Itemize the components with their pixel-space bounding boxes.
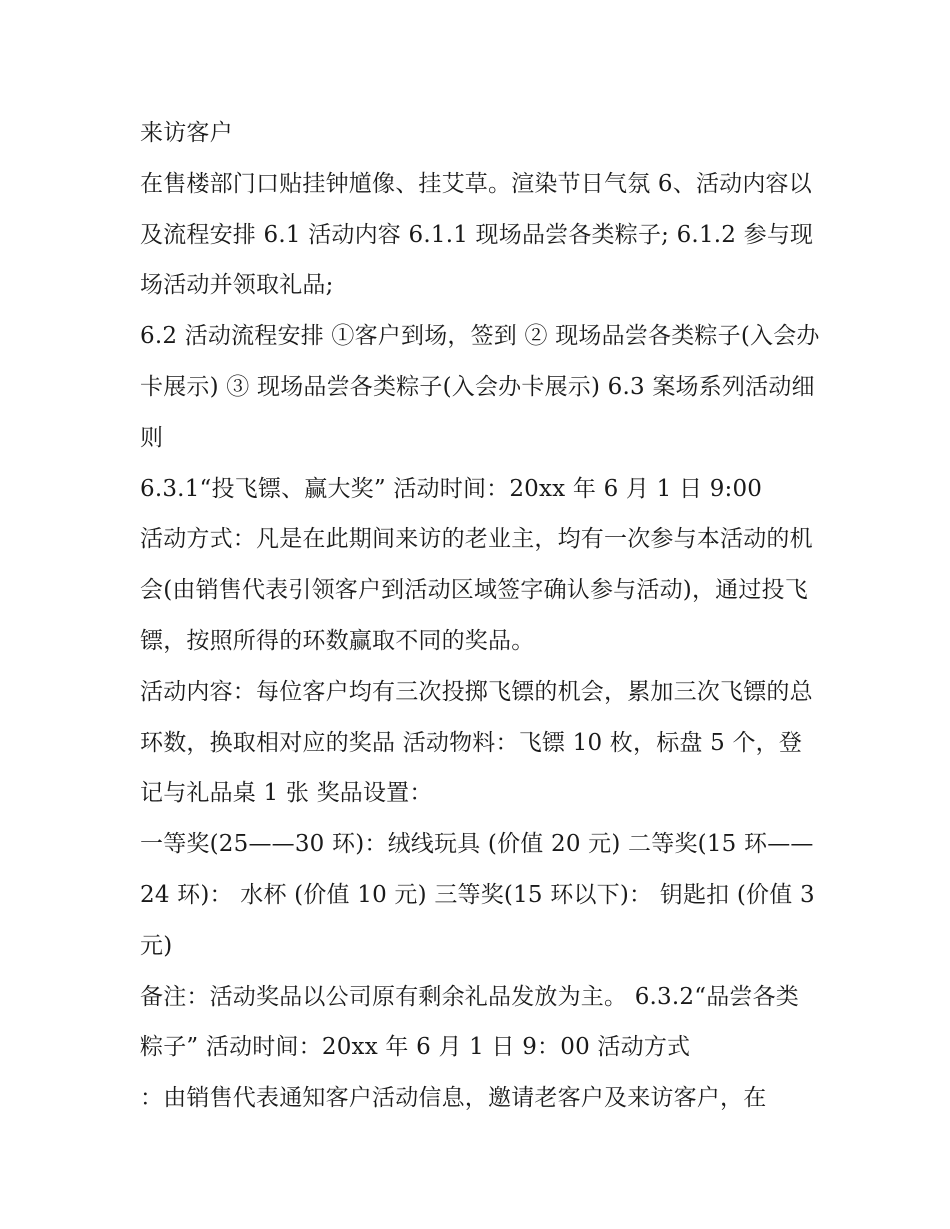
paragraph-dart-event-content: 活动内容：每位客户均有三次投掷飞镖的机会，累加三次飞镖的总环数，换取相对应的奖品 活动物料：飞镖 10 枚，标盘 5 个，登记与礼品桌 1 张 奖品设置： [140,678,813,807]
paragraph-remarks-and-zongzi-event: 备注：活动奖品以公司原有剩余礼品发放为主。 6.3.2“品尝各类粽子” 活动时间：20xx 年 6 月 1 日 9：00 活动方式 [140,983,799,1061]
document-body [140,108,823,1124]
paragraph-dart-event-method: 活动方式：凡是在此期间来访的老业主，均有一次参与本活动的机会(由销售代表引领客户到活动区域签字确认参与活动)，通过投飞镖，按照所得的环数赢取不同的奖品。 [140,526,813,654]
paragraph-activity-process: 6.2 活动流程安排 ①客户到场，签到 ② 现场品尝各类粽子(入会办卡展示) ③ 现场品尝各类粽子(入会办卡展示) 6.3 案场系列活动细则 [140,323,820,451]
paragraph-zongzi-event-method: ：由销售代表通知客户活动信息，邀请老客户及来访客户，在 [140,1085,767,1112]
paragraph-prize-settings: 一等奖(25——30 环)：绒线玩具 (价值 20 元) 二等奖(15 环——24 环)： 水杯 (价值 10 元) 三等奖(15 环以下)： 钥匙扣 (价值 3 元) [140,831,823,959]
paragraph-visiting-customers: 来访客户 [140,120,233,146]
paragraph-dart-event-time: 6.3.1“投飞镖、赢大奖” 活动时间：20xx 年 6 月 1 日 9:00 [140,475,763,502]
paragraph-decoration-and-activities: 在售楼部门口贴挂钟馗像、挂艾草。渲染节日气氛 6、活动内容以及流程安排 6.1 活动内容 6.1.1 现场品尝各类粽子; 6.1.2 参与现场活动并领取礼品; [140,170,814,299]
